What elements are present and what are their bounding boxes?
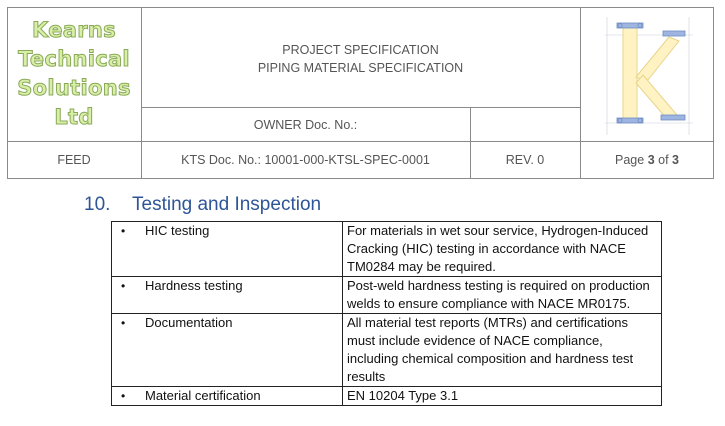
header-border-bottom [7,178,714,179]
logo-line-4: Ltd [54,105,94,129]
bullet-icon [121,222,145,240]
table-row [112,314,662,387]
page-prefix: Page [615,153,648,167]
testing-inspection-table [111,221,662,406]
header-divider-title [141,107,580,108]
page-mid: of [654,153,673,167]
item-label: Hardness testing [145,278,243,293]
description-line: Cracking (HIC) testing in accordance with NACE [347,241,626,256]
title-line-2: PIPING MATERIAL SPECIFICATION [257,61,464,75]
table-row [112,277,662,314]
document-title [141,41,580,77]
table-row [112,222,662,277]
table-cell-description [343,277,662,314]
owner-doc-label: OWNER Doc. No.: [253,118,358,132]
page-total: 3 [672,153,679,167]
logo-line-3: Solutions [17,76,131,100]
description-line: Post-weld hardness testing is required on production [347,278,650,293]
table-cell-item [112,222,343,277]
section-title: Testing and Inspection [132,194,322,215]
table-cell-item [112,387,343,406]
bullet-icon [121,277,145,295]
item-label: Material certification [145,388,261,403]
logo-line-2: Technical [18,47,130,71]
header-divider-col2 [470,107,471,179]
document-header [7,7,714,179]
revision: REV. 0 [505,153,545,167]
page-current: 3 [647,153,655,167]
bullet-icon [121,387,145,405]
description-line: TM0284 may be required. [347,259,496,274]
description-line: EN 10204 Type 3.1 [347,388,459,403]
description-line: including chemical composition and hardness test [347,351,634,366]
description-line: For materials in wet sour service, Hydrogen-Induced [347,223,649,238]
description-line: results [347,369,386,384]
title-line-1: PROJECT SPECIFICATION [282,43,439,57]
page-number [580,153,714,167]
section-number: 10. [84,194,111,215]
k-pipe-logo-icon [603,15,695,137]
bullet-icon [121,314,145,332]
description-line: must include evidence of NACE compliance, [347,333,603,348]
description-line: welds to ensure compliance with NACE MR0175. [347,296,631,311]
kts-doc-number: KTS Doc. No.: 10001-000-KTSL-SPEC-0001 [181,153,430,167]
description-line: All material test reports (MTRs) and certifications [347,315,629,330]
table-cell-description [343,387,662,406]
table-cell-item [112,314,343,387]
item-label: Documentation [145,315,233,330]
table-cell-item [112,277,343,314]
table-row [112,387,662,406]
project-phase: FEED [57,153,91,167]
company-logo [7,7,141,141]
table-cell-description [343,314,662,387]
item-label: HIC testing [145,223,210,238]
logo-line-1: Kearns [32,18,116,42]
header-divider-row [7,141,714,142]
table-cell-description [343,222,662,277]
